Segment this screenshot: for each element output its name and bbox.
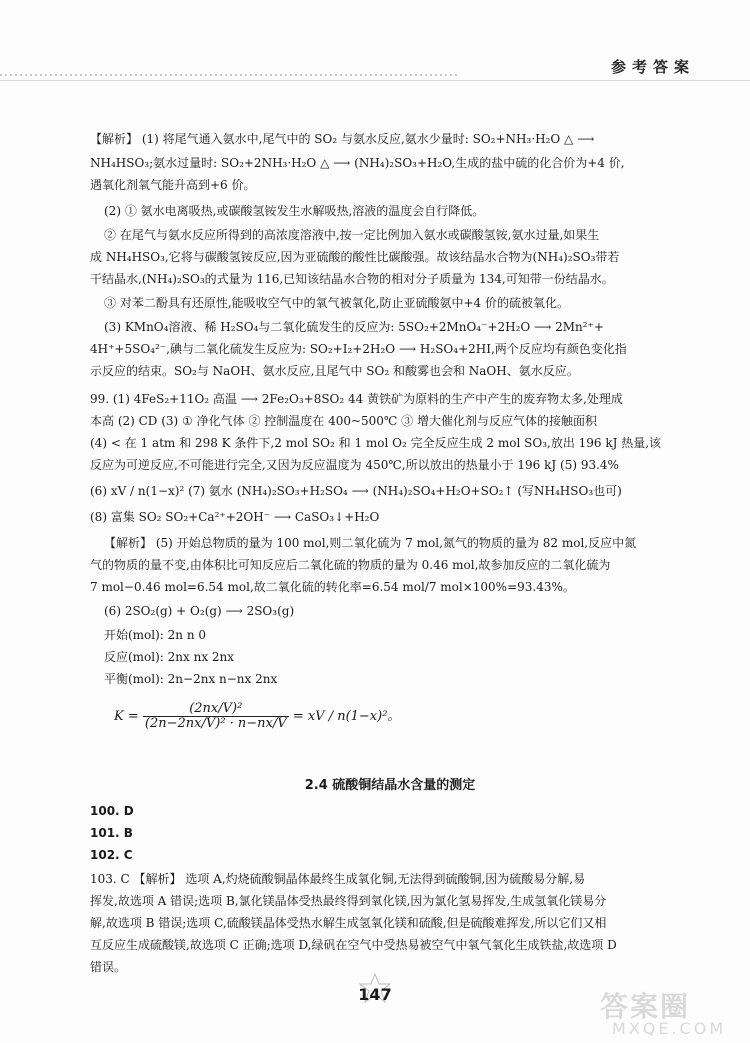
text-line: 遇氧化剂氧气能升高到+6 价。 bbox=[90, 178, 256, 192]
table-row-start: 开始(mol): 2n n 0 bbox=[104, 628, 207, 642]
text-line: 4H⁺+5SO₄²⁻,碘与二氧化硫发生反应为: SO₂+I₂+2H₂O ⟶ H₂SO₄+2HI,两个反应均有颜色变化指 bbox=[90, 342, 627, 356]
answer-line: 101. B bbox=[90, 826, 133, 840]
answer-line: 103. C 【解析】 选项 A,灼烧硫酸铜晶体最终生成氧化铜,无法得到硫酸铜,因为硫酸易分解,易 bbox=[90, 872, 586, 886]
text-line: 气的物质的量不变,由体积比可知反应后二氧化硫的物质的量为 0.46 mol,故参加反应的二氧化硫为 bbox=[90, 558, 611, 572]
answer-line: 解,故选项 B 错误;选项 C,硫酸镁晶体受热水解生成氢氧化镁和硫酸,但是硫酸难挥发,所以它们又相 bbox=[90, 916, 607, 930]
text-line: 示反应的结束。SO₂与 NaOH、氨水反应,且尾气中 SO₂ 和酸雾也会和 NaOH、氨水反应。 bbox=[90, 364, 579, 378]
section-title: 2.4 硫酸铜结晶水含量的测定 bbox=[304, 778, 476, 793]
text-line: NH₄HSO₃;氨水过量时: SO₂+2NH₃·H₂O △ ⟶ (NH₄)₂SO₃+H₂O,生成的盐中硫的化合价为+4 价, bbox=[90, 156, 625, 170]
formula-lhs: K = bbox=[114, 709, 139, 724]
header-title: 参考答案 bbox=[610, 58, 695, 76]
text-line: (2) ① 氨水电离吸热,或碳酸氢铵发生水解吸热,溶液的温度会自行降低。 bbox=[104, 204, 485, 218]
watermark-text: 答案圈 bbox=[600, 990, 691, 1023]
text-line: (8) 富集 SO₂ SO₂+Ca²⁺+2OH⁻ ⟶ CaSO₃↓+H₂O bbox=[90, 510, 380, 524]
text-line: 99. (1) 4FeS₂+11O₂ 高温 ⟶ 2Fe₂O₃+8SO₂ 44 黄铁矿为原料的生产中产生的废弃物太多,处理成 bbox=[90, 392, 623, 406]
answer-line: 互反应生成硫酸镁,故选项 C 正确;选项 D,绿矾在空气中受热易被空气中氧气氧化生成铁盐,故选项 D bbox=[90, 938, 617, 952]
table-row-reaction: 反应(mol): 2nx nx 2nx bbox=[104, 650, 235, 664]
page-number: 147 bbox=[358, 985, 392, 1004]
text-line: 成 NH₄HSO₃,它将与碳酸氢铵反应,因为亚硫酸的酸性比碳酸强。故该结晶水合物为(NH₄)₂SO₃带若 bbox=[90, 250, 620, 264]
text-line: ② 在尾气与氨水反应所得到的高浓度溶液中,按一定比例加入氨水或碳酸氢铵,氨水过量,如果生 bbox=[104, 228, 600, 242]
answer-line: 挥发,故选项 A 错误;选项 B,氯化镁晶体受热最终得到氧化镁,因为氯化氢易挥发,生成氢氧化镁易分 bbox=[90, 894, 607, 908]
text-line: 干结晶水,(NH₄)₂SO₃的式量为 116,已知该结晶水合物的相对分子质量为 134,可知带一份结晶水。 bbox=[90, 272, 614, 286]
answer-line: 100. D bbox=[90, 804, 134, 818]
answer-line: 错误。 bbox=[90, 960, 127, 974]
page-header bbox=[0, 56, 750, 82]
formula-numerator: (2nx/V)² bbox=[143, 702, 289, 717]
text-line: 反应为可逆反应,不可能进行完全,又因为反应温度为 450℃,所以放出的热量小于 196 kJ (5) 93.4% bbox=[90, 458, 619, 472]
header-rule bbox=[0, 80, 750, 81]
text-line: 【解析】 (1) 将尾气通入氨水中,尾气中的 SO₂ 与氨水反应,氨水少量时: SO₂+NH₃·H₂O △ ⟶ bbox=[90, 132, 595, 146]
formula-fraction bbox=[143, 702, 289, 731]
text-line: 本高 (2) CD (3) ① 净化气体 ② 控制温度在 400~500℃ ③ 增大催化剂与反应气体的接触面积 bbox=[90, 414, 597, 428]
text-line: (6) xV / n(1−x)² (7) 氨水 (NH₄)₂SO₃+H₂SO₄ ⟶ (NH₄)₂SO₄+H₂O+SO₂↑ (写NH₄HSO₃也可) bbox=[90, 484, 622, 498]
formula-rhs: = xV / n(1−x)²。 bbox=[292, 709, 401, 724]
formula-denominator: (2n−2nx/V)² · n−nx/V bbox=[144, 716, 287, 731]
text-line: 7 mol−0.46 mol=6.54 mol,故二氧化硫的转化率=6.54 mol/7 mol×100%=93.43%。 bbox=[90, 580, 575, 594]
text-line: (4) < 在 1 atm 和 298 K 条件下,2 mol SO₂ 和 1 mol O₂ 完全反应生成 2 mol SO₃,放出 196 kJ 热量,该 bbox=[90, 436, 662, 450]
watermark-logo bbox=[600, 985, 740, 1040]
text-line: (3) KMnO₄溶液、稀 H₂SO₄与二氧化硫发生的反应为: 5SO₂+2MnO₄⁻+2H₂O ⟶ 2Mn²⁺+ bbox=[104, 320, 604, 334]
text-line: ③ 对苯二酚具有还原性,能吸收空气中的氧气被氧化,防止亚硫酸氨中+4 价的硫被氧化。 bbox=[104, 296, 569, 310]
answer-line: 102. C bbox=[90, 848, 133, 862]
table-row-equilibrium: 平衡(mol): 2n−2nx n−nx 2nx bbox=[104, 672, 278, 686]
text-line: 【解析】 (5) 开始总物质的量为 100 mol,则二氧化硫为 7 mol,氮气的物质的量为 82 mol,反应中氮 bbox=[104, 536, 637, 550]
equilibrium-constant-formula bbox=[114, 702, 400, 731]
header-dotted-rule bbox=[0, 74, 460, 76]
reaction-equation: (6) 2SO₂(g) + O₂(g) ⟶ 2SO₃(g) bbox=[104, 604, 295, 618]
watermark-url: MXQE.COM bbox=[612, 1019, 727, 1038]
